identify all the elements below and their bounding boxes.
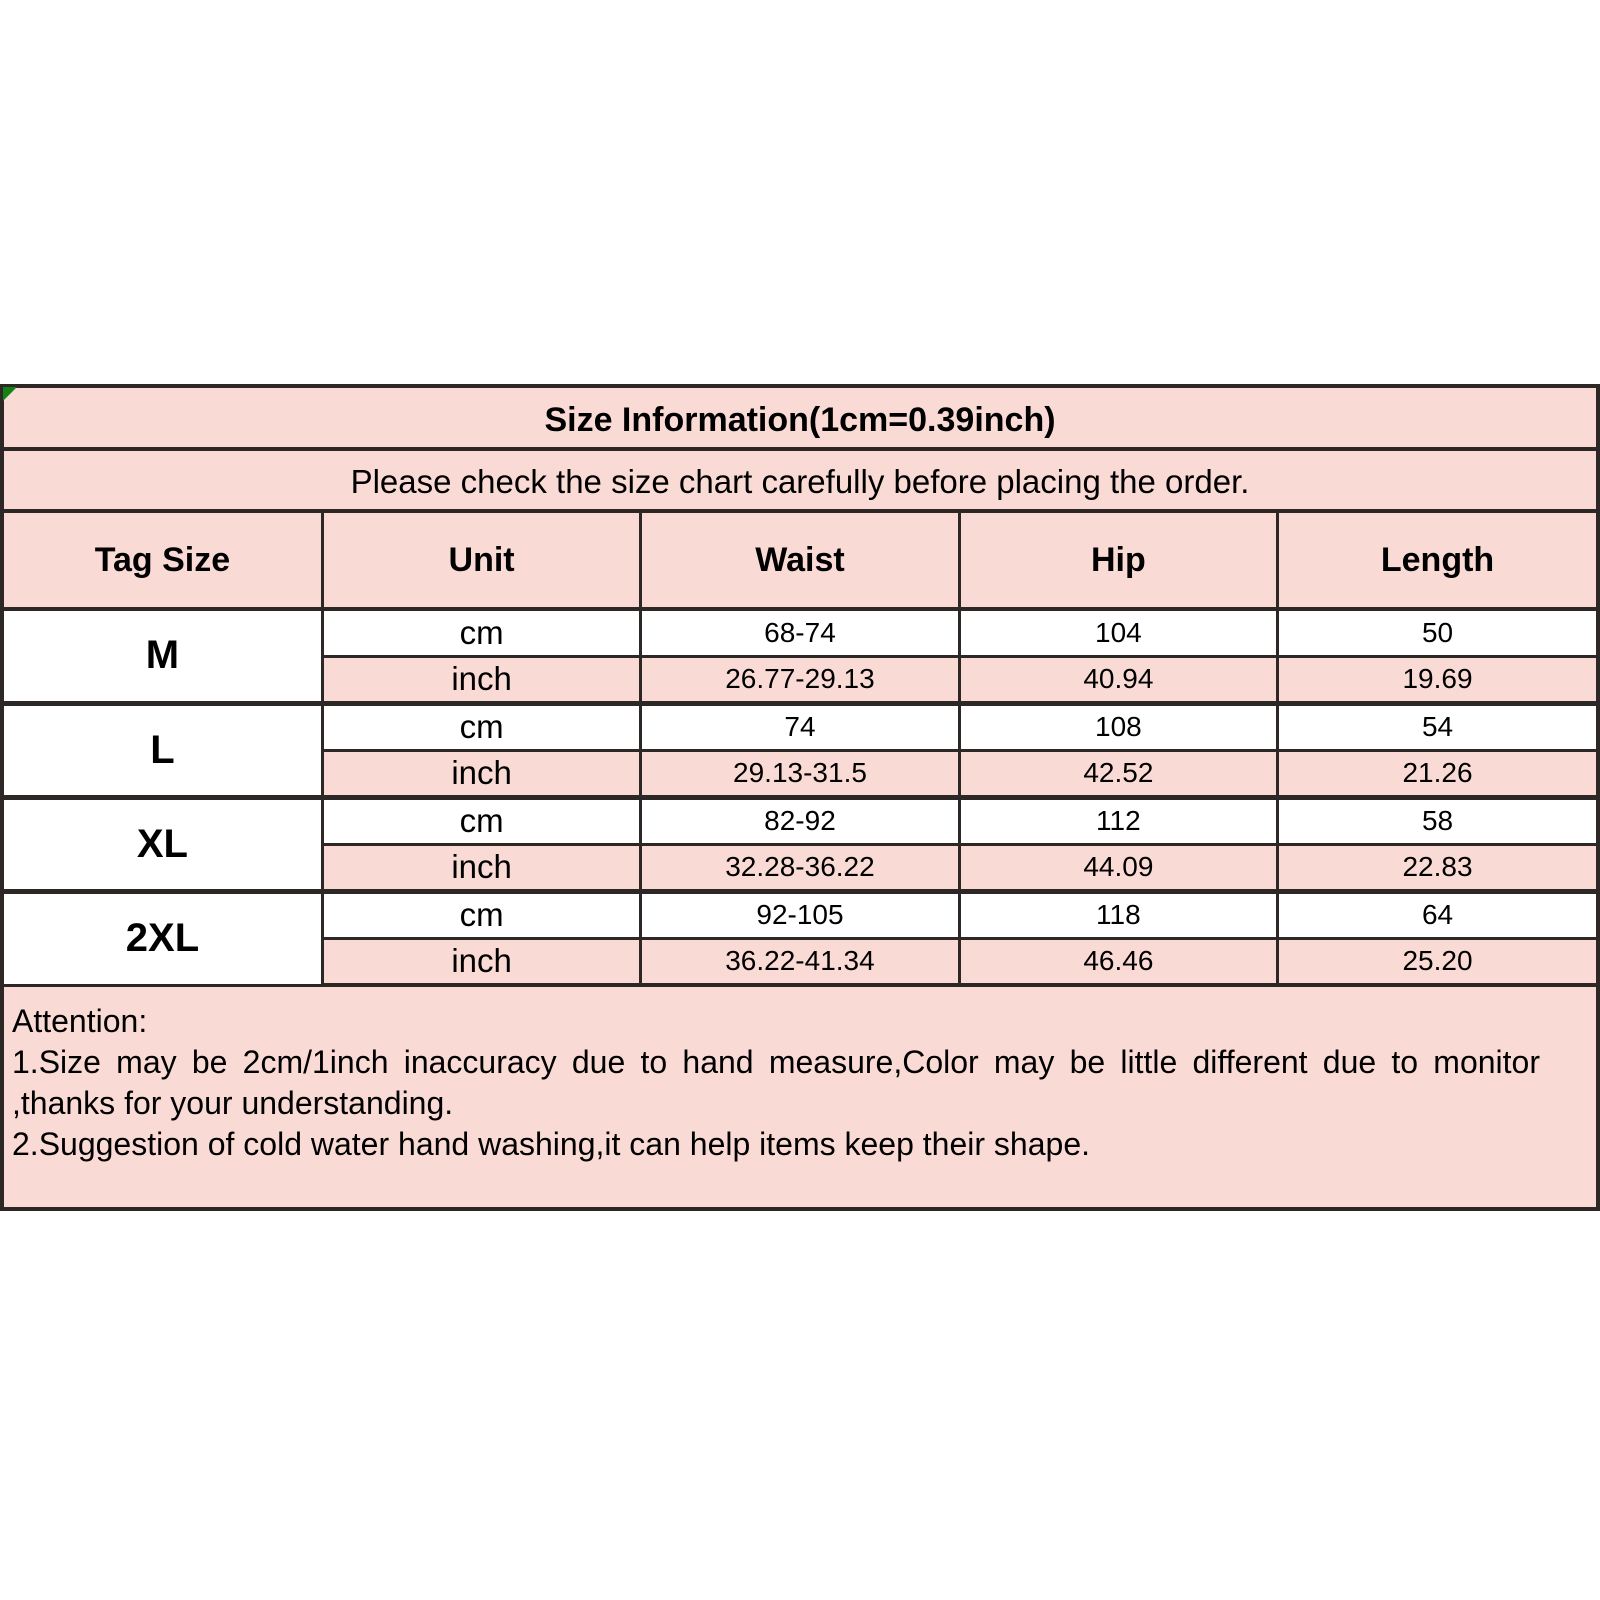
size-table — [4, 513, 1596, 987]
header-row — [4, 513, 1596, 609]
waist-cell: 68-74 — [641, 609, 959, 656]
hip-cell: 42.52 — [959, 750, 1277, 797]
length-cell: 22.83 — [1278, 844, 1596, 891]
corner-triangle-mark — [3, 387, 17, 401]
hip-cell: 40.94 — [959, 656, 1277, 703]
tag-size-cell: M — [4, 609, 322, 703]
length-cell: 25.20 — [1278, 938, 1596, 985]
length-cell: 54 — [1278, 703, 1596, 750]
length-cell: 19.69 — [1278, 656, 1596, 703]
tag-size-cell: L — [4, 703, 322, 797]
table-row — [4, 891, 1596, 938]
column-header-waist: Waist — [641, 513, 959, 609]
hip-cell: 118 — [959, 891, 1277, 938]
unit-cell: inch — [322, 938, 640, 985]
unit-cell: inch — [322, 750, 640, 797]
hip-cell: 104 — [959, 609, 1277, 656]
table-row — [4, 703, 1596, 750]
attention-heading: Attention: — [12, 1003, 148, 1039]
waist-cell: 74 — [641, 703, 959, 750]
attention-note-1-cont: ,thanks for your understanding. — [12, 1085, 454, 1121]
waist-cell: 92-105 — [641, 891, 959, 938]
unit-cell: cm — [322, 703, 640, 750]
attention-block — [4, 987, 1596, 1207]
waist-cell: 26.77-29.13 — [641, 656, 959, 703]
column-header-length: Length — [1278, 513, 1596, 609]
table-row — [4, 797, 1596, 844]
hip-cell: 44.09 — [959, 844, 1277, 891]
unit-cell: cm — [322, 609, 640, 656]
size-chart-sheet — [0, 384, 1600, 1211]
length-cell: 64 — [1278, 891, 1596, 938]
size-chart-subtitle: Please check the size chart carefully before placing the order. — [4, 451, 1596, 513]
length-cell: 58 — [1278, 797, 1596, 844]
unit-cell: cm — [322, 891, 640, 938]
column-header-tag-size: Tag Size — [4, 513, 322, 609]
hip-cell: 112 — [959, 797, 1277, 844]
length-cell: 50 — [1278, 609, 1596, 656]
attention-note-1: 1.Size may be 2cm/1inch inaccuracy due to hand measure,Color may be little different due to monitor — [12, 1044, 1540, 1080]
unit-cell: inch — [322, 844, 640, 891]
waist-cell: 82-92 — [641, 797, 959, 844]
unit-cell: inch — [322, 656, 640, 703]
waist-cell: 36.22-41.34 — [641, 938, 959, 985]
tag-size-cell: XL — [4, 797, 322, 891]
hip-cell: 108 — [959, 703, 1277, 750]
length-cell: 21.26 — [1278, 750, 1596, 797]
column-header-hip: Hip — [959, 513, 1277, 609]
size-chart-title: Size Information(1cm=0.39inch) — [4, 388, 1596, 451]
waist-cell: 32.28-36.22 — [641, 844, 959, 891]
hip-cell: 46.46 — [959, 938, 1277, 985]
column-header-unit: Unit — [322, 513, 640, 609]
waist-cell: 29.13-31.5 — [641, 750, 959, 797]
unit-cell: cm — [322, 797, 640, 844]
tag-size-cell: 2XL — [4, 891, 322, 985]
table-row — [4, 609, 1596, 656]
attention-note-2: 2.Suggestion of cold water hand washing,it can help items keep their shape. — [12, 1126, 1090, 1162]
